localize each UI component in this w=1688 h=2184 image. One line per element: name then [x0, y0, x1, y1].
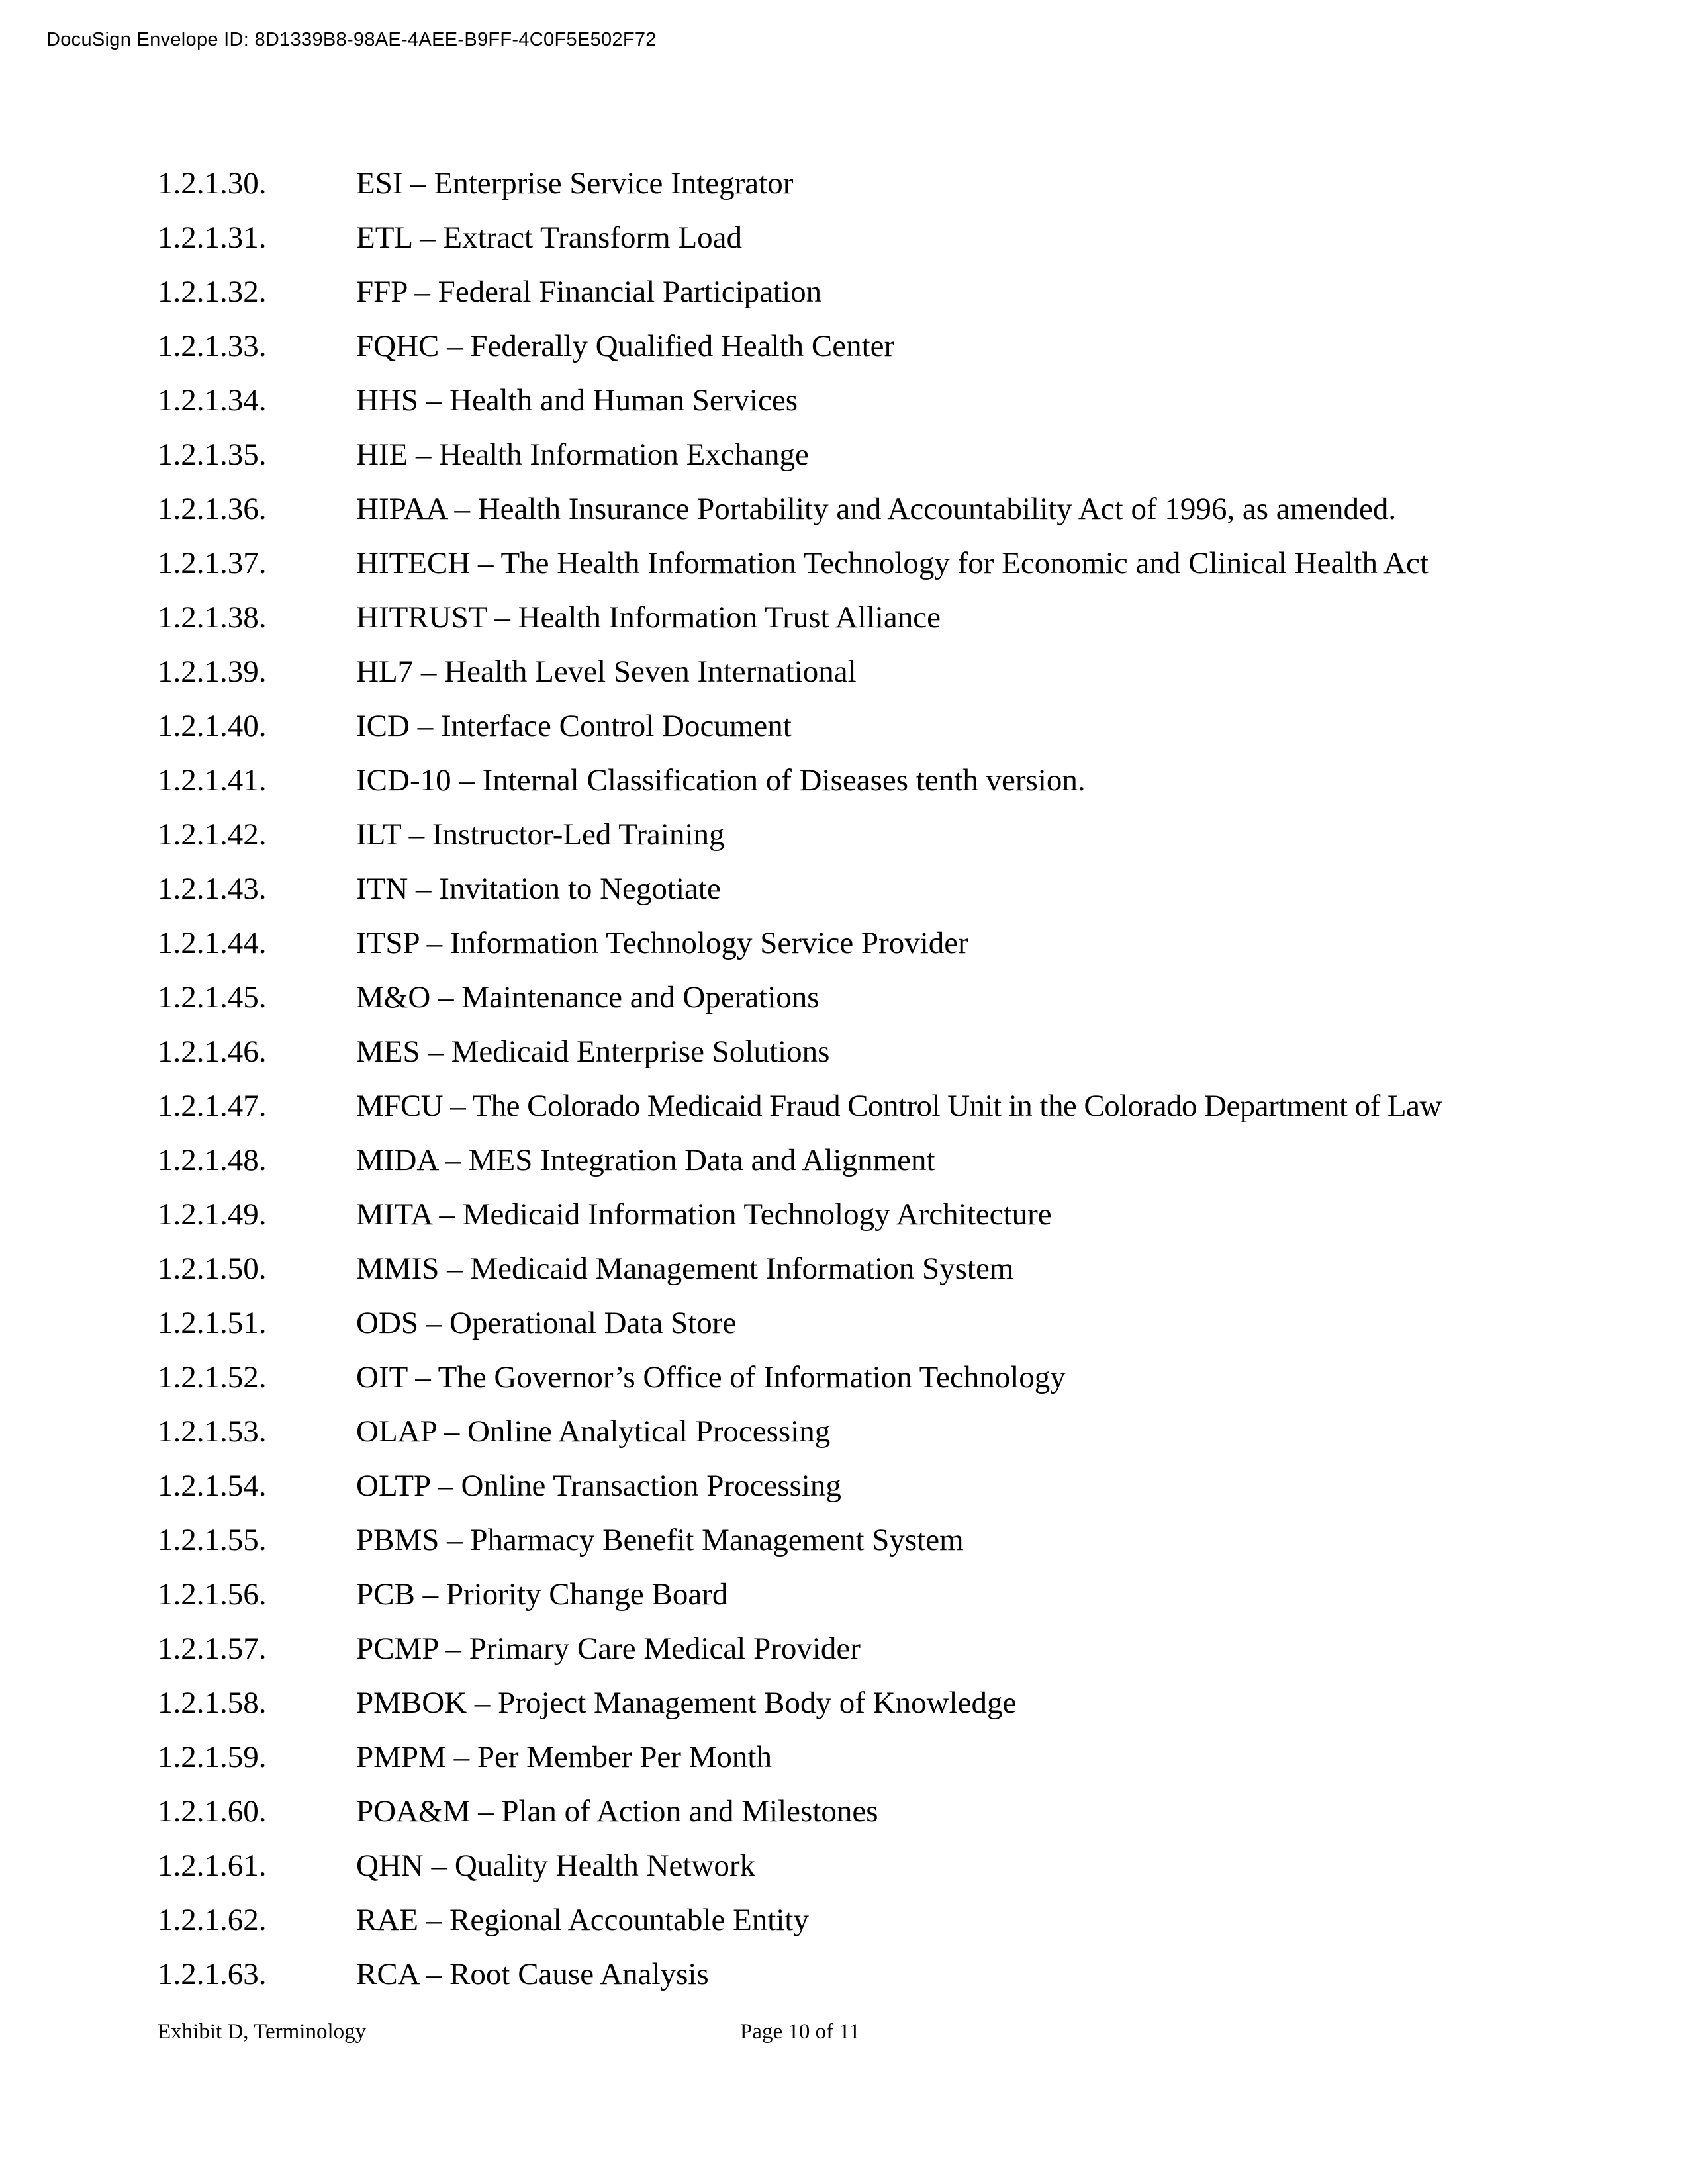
item-term: ICD – Interface Control Document: [356, 709, 792, 743]
item-term: HITRUST – Health Information Trust Alliance: [356, 600, 941, 635]
list-item: [158, 807, 1581, 862]
item-term: HITECH – The Health Information Technology for Economic and Clinical Health Act: [356, 546, 1429, 580]
item-term: HHS – Health and Human Services: [356, 383, 798, 418]
item-term: HIE – Health Information Exchange: [356, 437, 809, 472]
item-number: 1.2.1.41.: [158, 763, 267, 797]
envelope-id: DocuSign Envelope ID: 8D1339B8-98AE-4AEE-B9FF-4C0F5E502F72: [46, 29, 657, 50]
item-term: PMPM – Per Member Per Month: [356, 1740, 772, 1774]
list-item: [158, 536, 1581, 590]
item-term: FFP – Federal Financial Participation: [356, 275, 822, 309]
list-item: [158, 1730, 1581, 1784]
item-term: PCMP – Primary Care Medical Provider: [356, 1631, 861, 1666]
list-item: [158, 1893, 1581, 1947]
item-number: 1.2.1.30.: [158, 166, 267, 201]
item-number: 1.2.1.32.: [158, 275, 267, 309]
item-term: PMBOK – Project Management Body of Knowledge: [356, 1686, 1017, 1720]
item-number: 1.2.1.34.: [158, 383, 267, 418]
item-number: 1.2.1.44.: [158, 926, 267, 960]
item-number: 1.2.1.49.: [158, 1197, 267, 1232]
item-number: 1.2.1.31.: [158, 220, 267, 255]
list-item: [158, 1296, 1581, 1350]
list-item: [158, 1242, 1581, 1296]
item-number: 1.2.1.35.: [158, 437, 267, 472]
list-item: [158, 1947, 1581, 2001]
item-number: 1.2.1.50.: [158, 1251, 267, 1286]
item-number: 1.2.1.40.: [158, 709, 267, 743]
list-item: [158, 1676, 1581, 1730]
item-term: RCA – Root Cause Analysis: [356, 1957, 709, 1991]
terminology-list: [158, 156, 1581, 2001]
item-term: MIDA – MES Integration Data and Alignment: [356, 1143, 935, 1177]
item-number: 1.2.1.43.: [158, 872, 267, 906]
item-number: 1.2.1.60.: [158, 1794, 267, 1829]
list-item: [158, 319, 1581, 373]
footer-exhibit-label: Exhibit D, Terminology: [158, 2020, 367, 2044]
item-number: 1.2.1.36.: [158, 492, 267, 526]
list-item: [158, 1024, 1581, 1079]
item-number: 1.2.1.53.: [158, 1414, 267, 1449]
item-number: 1.2.1.55.: [158, 1523, 267, 1557]
list-item: [158, 1784, 1581, 1839]
list-item: [158, 373, 1581, 428]
item-term: M&O – Maintenance and Operations: [356, 980, 820, 1015]
item-term: ESI – Enterprise Service Integrator: [356, 166, 794, 201]
item-number: 1.2.1.47.: [158, 1089, 267, 1123]
item-term: RAE – Regional Accountable Entity: [356, 1903, 809, 1937]
footer-page-number: Page 10 of 11: [740, 2020, 861, 2044]
item-term: PBMS – Pharmacy Benefit Management System: [356, 1523, 964, 1557]
list-item: [158, 428, 1581, 482]
item-number: 1.2.1.62.: [158, 1903, 267, 1937]
item-term: ILT – Instructor-Led Training: [356, 817, 725, 852]
item-number: 1.2.1.58.: [158, 1686, 267, 1720]
item-number: 1.2.1.63.: [158, 1957, 267, 1991]
item-term: ITSP – Information Technology Service Provider: [356, 926, 968, 960]
item-number: 1.2.1.45.: [158, 980, 267, 1015]
list-item: [158, 645, 1581, 699]
list-item: [158, 1839, 1581, 1893]
list-item: [158, 1079, 1581, 1133]
list-item: [158, 753, 1581, 807]
list-item: [158, 1567, 1581, 1621]
item-term: MITA – Medicaid Information Technology Architecture: [356, 1197, 1052, 1232]
item-number: 1.2.1.57.: [158, 1631, 267, 1666]
item-term: MES – Medicaid Enterprise Solutions: [356, 1034, 830, 1069]
list-item: [158, 156, 1581, 210]
list-item: [158, 1459, 1581, 1513]
item-term: ICD-10 – Internal Classification of Diseases tenth version.: [356, 763, 1086, 797]
item-term: OLTP – Online Transaction Processing: [356, 1469, 841, 1503]
item-term: OIT – The Governor’s Office of Information Technology: [356, 1360, 1066, 1394]
list-item: [158, 1350, 1581, 1404]
item-number: 1.2.1.52.: [158, 1360, 267, 1394]
item-number: 1.2.1.56.: [158, 1577, 267, 1612]
item-number: 1.2.1.54.: [158, 1469, 267, 1503]
list-item: [158, 210, 1581, 265]
item-term: OLAP – Online Analytical Processing: [356, 1414, 831, 1449]
item-number: 1.2.1.59.: [158, 1740, 267, 1774]
item-number: 1.2.1.37.: [158, 546, 267, 580]
list-item: [158, 862, 1581, 916]
item-term: PCB – Priority Change Board: [356, 1577, 728, 1612]
item-number: 1.2.1.46.: [158, 1034, 267, 1069]
list-item: [158, 1187, 1581, 1242]
item-term: ODS – Operational Data Store: [356, 1306, 737, 1340]
item-number: 1.2.1.38.: [158, 600, 267, 635]
list-item: [158, 482, 1581, 536]
list-item: [158, 970, 1581, 1024]
list-item: [158, 590, 1581, 645]
item-term: HL7 – Health Level Seven International: [356, 655, 857, 689]
list-item: [158, 1513, 1581, 1567]
item-term: QHN – Quality Health Network: [356, 1848, 756, 1883]
list-item: [158, 265, 1581, 319]
item-term: HIPAA – Health Insurance Portability and Accountability Act of 1996, as amended.: [356, 492, 1397, 526]
list-item: [158, 1404, 1581, 1459]
item-term: POA&M – Plan of Action and Milestones: [356, 1794, 878, 1829]
item-number: 1.2.1.61.: [158, 1848, 267, 1883]
item-term: FQHC – Federally Qualified Health Center: [356, 329, 895, 363]
list-item: [158, 1133, 1581, 1187]
list-item: [158, 699, 1581, 753]
item-number: 1.2.1.39.: [158, 655, 267, 689]
item-number: 1.2.1.51.: [158, 1306, 267, 1340]
item-term: ITN – Invitation to Negotiate: [356, 872, 721, 906]
list-item: [158, 916, 1581, 970]
item-number: 1.2.1.33.: [158, 329, 267, 363]
item-term: MFCU – The Colorado Medicaid Fraud Control Unit in the Colorado Department of Law: [356, 1089, 1442, 1123]
list-item: [158, 1621, 1581, 1676]
item-term: MMIS – Medicaid Management Information System: [356, 1251, 1014, 1286]
item-number: 1.2.1.42.: [158, 817, 267, 852]
item-term: ETL – Extract Transform Load: [356, 220, 743, 255]
item-number: 1.2.1.48.: [158, 1143, 267, 1177]
